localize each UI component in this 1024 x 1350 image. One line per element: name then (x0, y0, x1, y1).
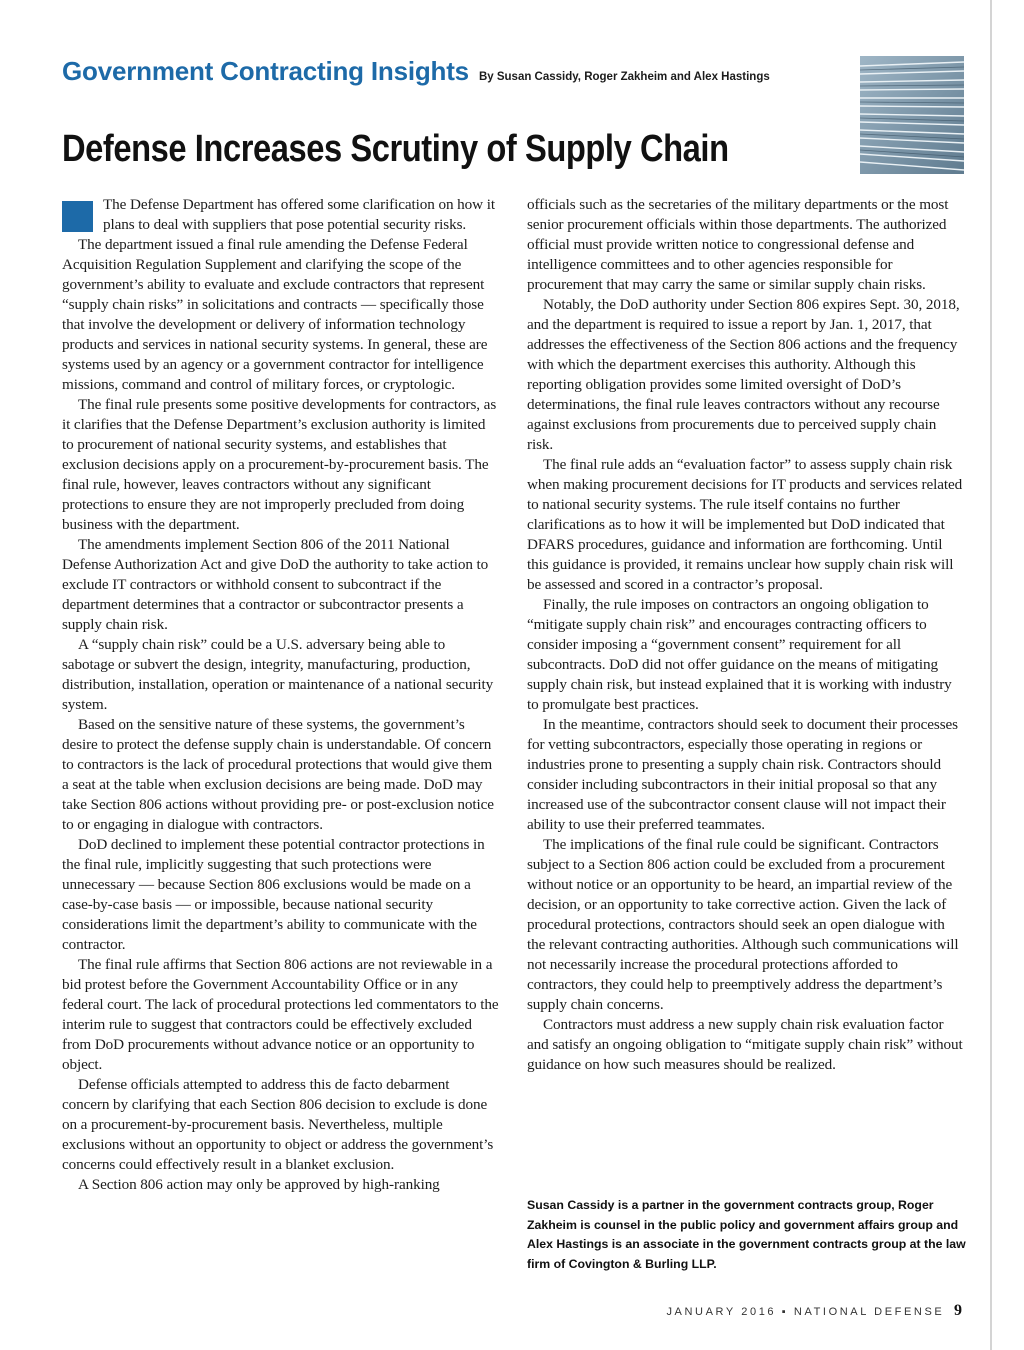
byline: By Susan Cassidy, Roger Zakheim and Alex Hastings (478, 71, 770, 83)
article-paragraph: The final rule adds an “evaluation factor” to assess supply chain risk when making procurement decisions for IT products and services related to national security systems. The rule itself contains no further clarifications as to how it will be implemented but DoD indicated that DFARS procedures, guidance and information are forthcoming. Until this guidance is provided, it remains unclear how supply chain risk will be assessed and scored in a contractor’s proposal. (527, 456, 963, 593)
paper-stack-illustration (860, 56, 964, 174)
article-paragraph: In the meantime, contractors should seek to document their processes for vetting subcontractors, especially those operating in regions or industries prone to presenting a supply chain risk. Contractors should consider including subcontractors in their initial proposal so that any increased use of the subcontractor consent clause will not impact their ability to use their preferred teammates. (527, 716, 958, 833)
page-number: 9 (954, 1302, 962, 1319)
issue-line: JANUARY 2016 ▪ NATIONAL DEFENSE (666, 1306, 945, 1318)
article-column-left (62, 195, 499, 1195)
article-paragraph: Defense officials attempted to address this de facto debarment concern by clarifying that each Section 806 decision to exclude is done on a procurement-by-procurement basis. Nevertheless, multiple exclusions without an opportunity to object or address the government’s concerns could effectively result in a blanket exclusion. (62, 1076, 494, 1173)
article-paragraph: Contractors must address a new supply chain risk evaluation factor and satisfy an ongoing obligation to “mitigate supply chain risk” without guidance on how such measures should be realized. (527, 1016, 963, 1073)
article-paragraph: The implications of the final rule could be significant. Contractors subject to a Section 806 action could be excluded from a procurement without notice or an opportunity to be heard, an impartial review of the decision, or an opportunity to take corrective action. Given the lack of procedural protections, contractors should seek an open dialogue with the relevant contracting authorities. Although such communications will not necessarily increase the procedural protections afforded to contractors, they could help to preemptively address the department’s supply chain concerns. (527, 836, 959, 1013)
article-paragraph: officials such as the secretaries of the military departments or the most senior procurement officials within those departments. The authorized official must provide written notice to congressional defense and intelligence committees and to other agencies responsible for procurement that may carry the same or similar supply chain risks. (527, 196, 949, 293)
article-paragraph (62, 195, 499, 235)
page-edge-rule (990, 0, 992, 1350)
article-paragraph: Notably, the DoD authority under Section 806 expires Sept. 30, 2018, and the department is required to issue a report by Jan. 1, 2017, that addresses the effectiveness of the Section 806 actions and the frequency with which the department exercises this authority. Although this reporting obligation provides some limited oversight of DoD’s determinations, the final rule leaves contractors without any recourse against exclusions from procurements due to perceived supply chain risk. (527, 296, 960, 453)
article-paragraph: A Section 806 action may only be approved by high-ranking (78, 1176, 440, 1193)
article-paragraph: The department issued a final rule amending the Defense Federal Acquisition Regulation Supplement and clarifying the scope of the government’s ability to evaluate and exclude contractors that represent “supply chain risks” in solicitations and contracts — specifically those that involve the development or delivery of information technology products and services in national security systems. In general, these are systems used by an agency or a government contractor for intelligence missions, command and control of military forces, or cryptologic. (62, 236, 488, 393)
paragraph-text: The Defense Department has offered some clarification on how it plans to deal with suppliers that pose potential security risks. (103, 196, 495, 233)
article-paragraph: The final rule presents some positive developments for contractors, as it clarifies that the Defense Department’s exclusion authority is limited to procurement of national security systems, and establishes that exclusion decisions apply on a procurement-by-procurement basis. The final rule, however, leaves contractors without any significant protections to ensure they are not improperly precluded from doing business with the department. (62, 396, 497, 533)
column-header (62, 56, 862, 87)
article-paragraph: DoD declined to implement these potential contractor protections in the final rule, implicitly suggesting that such protections were unnecessary — because Section 806 exclusions would be made on a case-by-case basis — or impossible, because national security considerations limit the department’s ability to communicate with the contractor. (62, 836, 485, 953)
article-column-right (527, 195, 964, 1075)
paper-stack-image (860, 56, 964, 174)
section-title: Government Contracting Insights (62, 56, 469, 86)
article-headline: Defense Increases Scrutiny of Supply Chain (62, 128, 729, 170)
page-footer (666, 1302, 962, 1320)
article-paragraph: The amendments implement Section 806 of the 2011 National Defense Authorization Act and give DoD the authority to take action to exclude IT contractors or withhold consent to subcontract if the department determines that a contractor or subcontractor presents a supply chain risk. (62, 536, 489, 633)
author-bio: Susan Cassidy is a partner in the government contracts group, Roger Zakheim is counsel in the public policy and government affairs group and Alex Hastings is an associate in the government contracts group at the law firm of Covington & Burling LLP. (527, 1198, 966, 1271)
article-paragraph: The final rule affirms that Section 806 actions are not reviewable in a bid protest before the Government Accountability Office or in any federal court. The lack of procedural protections led commentators to the interim rule to suggest that contractors could be effectively excluded from DoD procurements without advance notice or an opportunity to object. (62, 956, 499, 1073)
article-paragraph: Finally, the rule imposes on contractors an ongoing obligation to “mitigate supply chain risk” and encourages contracting officers to consider imposing a “government consent” requirement for all subcontracts. DoD did not offer guidance on the means of mitigating supply chain risk, but instead explained that it is working with industry to promulgate best practices. (527, 596, 952, 713)
drop-cap-square (62, 201, 93, 232)
article-paragraph: A “supply chain risk” could be a U.S. adversary being able to sabotage or subvert the design, integrity, manufacturing, production, distribution, installation, operation or maintenance of a national security system. (62, 636, 494, 713)
article-paragraph: Based on the sensitive nature of these systems, the government’s desire to protect the defense supply chain is understandable. Of concern to contractors is the lack of procedural protections that would give them a seat at the table when exclusion decisions are being made. DoD may take Section 806 actions without providing pre- or post-exclusion notice to or engaging in dialogue with contractors. (62, 716, 494, 833)
